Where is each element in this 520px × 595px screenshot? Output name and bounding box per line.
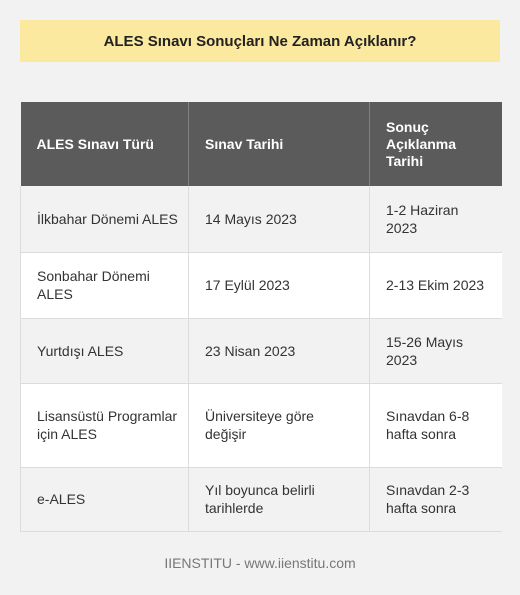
table-cell-result-date: 2-13 Ekim 2023 <box>370 252 502 318</box>
column-header-result-date: Sonuç Açıklanma Tarihi <box>370 102 502 186</box>
ales-results-table <box>20 102 502 532</box>
table-row <box>21 186 502 252</box>
table-cell-result-date: Sınavdan 6-8 hafta sonra <box>370 383 502 467</box>
table-cell-exam-type: e-ALES <box>21 467 189 531</box>
table-cell-exam-date: 14 Mayıs 2023 <box>189 186 370 252</box>
table-cell-exam-date: 17 Eylül 2023 <box>189 252 370 318</box>
title-banner <box>20 20 500 62</box>
table-cell-exam-type: Yurtdışı ALES <box>21 318 189 383</box>
table-row <box>21 383 502 467</box>
table-cell-exam-date: Yıl boyunca belirli tarihlerde <box>189 467 370 531</box>
column-header-exam-type: ALES Sınavı Türü <box>21 102 189 186</box>
table-cell-result-date: 15-26 Mayıs 2023 <box>370 318 502 383</box>
table-cell-exam-type: İlkbahar Dönemi ALES <box>21 186 189 252</box>
page-title: ALES Sınavı Sonuçları Ne Zaman Açıklanır? <box>103 32 417 50</box>
footer-credit: IIENSTITU - www.iienstitu.com <box>164 555 356 571</box>
table-header-row <box>21 102 502 186</box>
table-row <box>21 467 502 531</box>
table-cell-exam-type: Lisansüstü Programlar için ALES <box>21 383 189 467</box>
table-cell-exam-date: 23 Nisan 2023 <box>189 318 370 383</box>
column-header-exam-date: Sınav Tarihi <box>189 102 370 186</box>
table-cell-exam-date: Üniversiteye göre değişir <box>189 383 370 467</box>
table-cell-result-date: 1-2 Haziran 2023 <box>370 186 502 252</box>
table-cell-exam-type: Sonbahar Dönemi ALES <box>21 252 189 318</box>
table-row <box>21 252 502 318</box>
table-row <box>21 318 502 383</box>
table-cell-result-date: Sınavdan 2-3 hafta sonra <box>370 467 502 531</box>
